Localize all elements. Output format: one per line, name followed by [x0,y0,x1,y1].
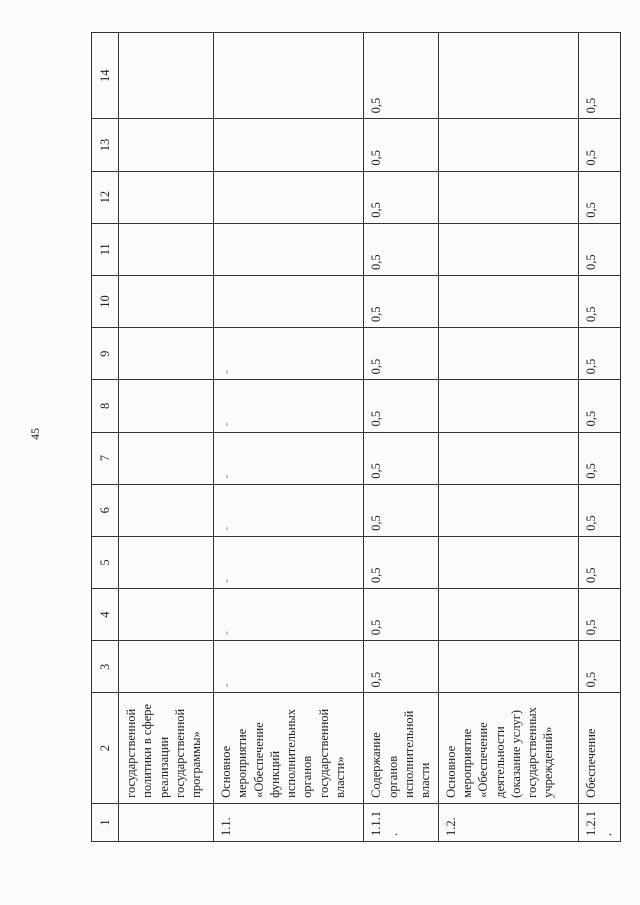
table-cell: 0,5 [579,589,621,641]
page-number: 45 [28,428,42,440]
table-cell [438,328,578,380]
table-row [119,33,214,842]
row-title: Содержание органов исполнительной власти [364,693,439,803]
row-number: 1.1.1. [364,803,439,841]
table-cell: 0,5 [364,536,439,588]
indicator-table [91,32,621,842]
table-cell: 0,5 [579,380,621,432]
table-cell [438,171,578,223]
table-cell: 0,5 [364,119,439,171]
table-cell [119,380,214,432]
table-cell: - [214,536,364,588]
table-cell [119,641,214,693]
column-header: 3 [92,641,119,693]
table-cell: 0,5 [364,328,439,380]
table-cell: - [214,432,364,484]
table-cell: 0,5 [579,171,621,223]
table-cell: 0,5 [364,432,439,484]
table-cell [119,275,214,327]
table-cell [438,119,578,171]
table-cell [214,275,364,327]
table-cell: 0,5 [364,223,439,275]
table-cell [119,536,214,588]
table-cell [214,171,364,223]
table-cell: 0,5 [579,484,621,536]
table-cell: 0,5 [579,119,621,171]
table-cell: - [214,589,364,641]
table-cell [119,33,214,119]
table-cell: 0,5 [579,275,621,327]
table-cell: 0,5 [364,275,439,327]
table-cell [438,641,578,693]
column-header: 13 [92,119,119,171]
table-cell [438,380,578,432]
table-cell [119,223,214,275]
row-number: 1.1. [214,803,364,841]
table-cell: 0,5 [364,380,439,432]
rotated-table-container [91,32,621,842]
table-cell: - [214,380,364,432]
table-cell: 0,5 [364,484,439,536]
table-cell: 0,5 [364,641,439,693]
column-header: 11 [92,223,119,275]
row-title: Основное мероприятие «Обеспечение деятельности (оказание услуг) государственных учреждений» [438,693,578,803]
table-cell [438,275,578,327]
column-header: 8 [92,380,119,432]
table-cell [119,432,214,484]
column-number-row [92,33,119,842]
table-cell: 0,5 [364,33,439,119]
table-cell [119,484,214,536]
column-header: 4 [92,589,119,641]
table-cell: - [214,484,364,536]
table-cell [438,484,578,536]
table-cell [438,536,578,588]
column-header: 9 [92,328,119,380]
table-cell: 0,5 [579,223,621,275]
table-cell [438,33,578,119]
table-cell: 0,5 [579,328,621,380]
table-cell: 0,5 [579,536,621,588]
table-cell: 0,5 [364,589,439,641]
table-cell [438,432,578,484]
table-row [579,33,621,842]
row-number: 1.2.1. [579,803,621,841]
row-number: 1.2. [438,803,578,841]
row-title: Обеспечение [579,693,621,803]
column-header: 10 [92,275,119,327]
table-cell [119,171,214,223]
table-cell: 0,5 [579,641,621,693]
row-number [119,803,214,841]
table-row [214,33,364,842]
table-cell [214,223,364,275]
table-row [438,33,578,842]
table-cell [438,589,578,641]
table-cell: 0,5 [579,33,621,119]
table-cell: - [214,328,364,380]
column-header: 1 [92,803,119,841]
table-cell [214,33,364,119]
row-title: Основное мероприятие «Обеспечение функций исполнительных органов государственной власти» [214,693,364,803]
table-cell: - [214,641,364,693]
table-cell [119,589,214,641]
column-header: 14 [92,33,119,119]
row-title: государственной политики в сфере реализации государственной программы» [119,693,214,803]
column-header: 2 [92,693,119,803]
table-cell [119,119,214,171]
table-cell [119,328,214,380]
column-header: 6 [92,484,119,536]
column-header: 7 [92,432,119,484]
column-header: 12 [92,171,119,223]
table-cell [438,223,578,275]
column-header: 5 [92,536,119,588]
table-cell: 0,5 [364,171,439,223]
table-cell: 0,5 [579,432,621,484]
table-row [364,33,439,842]
table-cell [214,119,364,171]
